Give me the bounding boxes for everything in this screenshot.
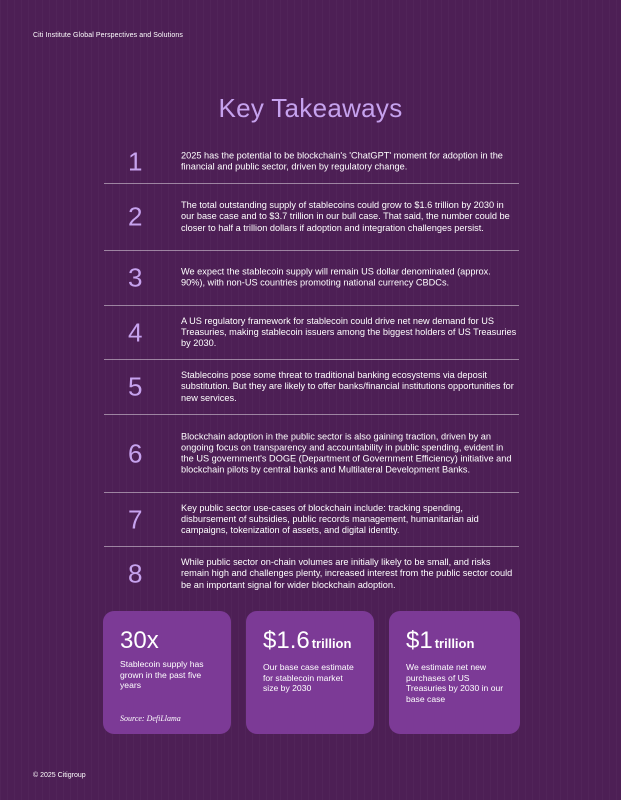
stat-value [406,627,506,658]
stat-description: Our base case estimate for stablecoin market size by 2030 [263,662,354,693]
takeaway-item [104,251,519,306]
takeaway-text: 2025 has the potential to be blockchain's 'ChatGPT' moment for adoption in the financial and public sector, driven by regulatory change. [181,150,503,172]
takeaway-number: 6 [128,438,143,468]
stat-card-growth [103,611,231,734]
takeaway-number: 4 [128,317,143,347]
takeaway-text: Stablecoins pose some threat to traditional banking ecosystems via deposit substitution. But they are likely to offer banks/financial institutions opportunities for new services. [181,370,514,403]
stat-number: $1.6 [263,627,310,654]
stat-card-market-size [246,611,374,734]
takeaway-item [104,140,519,184]
takeaways-list [104,140,519,601]
stat-card-treasuries [389,611,520,734]
takeaway-text: We expect the stablecoin supply will remain US dollar denominated (approx. 90%), with non-US countries promoting national currency CBDCs. [181,266,491,288]
footer-copyright: © 2025 Citigroup [33,772,86,779]
takeaway-number: 1 [128,146,143,176]
takeaway-number: 3 [128,262,143,293]
stat-unit: trillion [434,636,475,651]
stat-description: Stablecoin supply has grown in the past five years [120,659,204,690]
takeaway-text: The total outstanding supply of stablecoins could grow to $1.6 trillion by 2030 in our base case and to $3.7 trillion in our bull case. That said, the number could be closer to half a trillion dollars if adoption and integration challenges persist. [181,200,510,233]
stat-number: 30x [120,627,159,654]
stat-source: Source: DefiLlama [120,714,181,723]
takeaway-text: Key public sector use-cases of blockchain include: tracking spending, disbursement of subsidies, public records management, humanitarian aid campaigns, tokenization of assets, and digital identity. [181,502,479,536]
stat-unit: trillion [311,636,352,651]
takeaway-number: 8 [128,558,143,589]
stat-value [263,627,360,658]
takeaway-number: 2 [128,201,143,232]
takeaway-item [104,547,519,601]
takeaway-number: 7 [128,504,143,534]
takeaway-item [104,415,519,493]
takeaway-text: A US regulatory framework for stablecoin could drive net new demand for US Treasuries, making stablecoin issuers among the biggest holders of US Treasuries by 2030. [181,315,517,349]
takeaway-text: Blockchain adoption in the public sector is also gaining traction, driven by an ongoing focus on transparency and accountability in public spending, evident in the US government's DOGE (Department of Government Efficiency) initiative and blockchain pilots by central banks and Multilateral Development Banks. [181,430,512,475]
stat-value [120,627,217,655]
stat-description: We estimate net new purchases of US Treasuries by 2030 in our base case [406,662,504,704]
takeaway-item [104,306,519,360]
takeaway-item [104,184,519,251]
takeaway-item [104,360,519,415]
stat-number: $1 [406,627,433,654]
takeaway-number: 5 [128,371,143,402]
takeaway-text: While public sector on-chain volumes are initially likely to be small, and risks remain high and challenges plenty, increased interest from the public sector could be an important signal for wider blockchain adoption. [181,557,513,590]
takeaway-item [104,493,519,547]
header-org: Citi Institute Global Perspectives and Solutions [33,32,183,39]
page-title: Key Takeaways [218,93,403,123]
